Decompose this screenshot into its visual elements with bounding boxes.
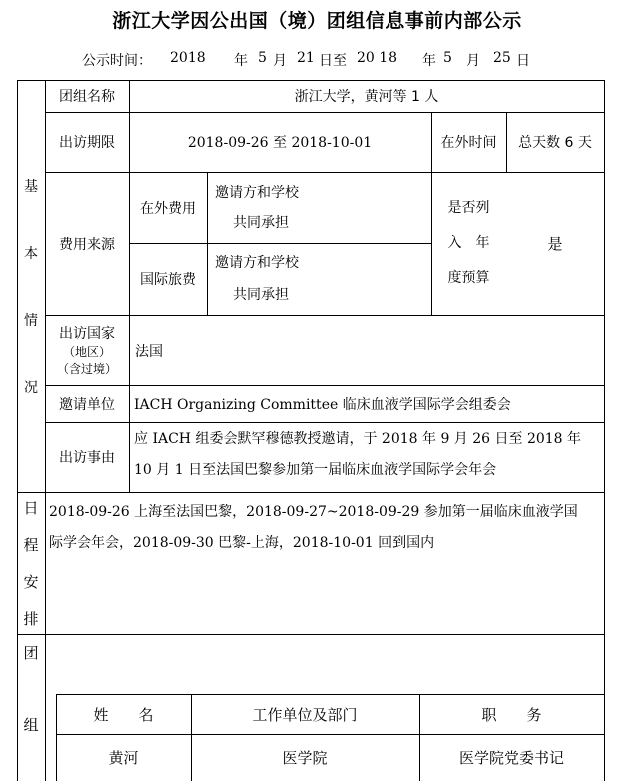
destination-country-label: 出访国家 （地区） （含过境） [56,326,117,376]
period-end-year: 20 18 [357,50,398,66]
annual-budget-label: 是否列 入 年 度预算 [447,200,490,286]
travel-cost-label: 国际旅费 [140,272,196,288]
inviting-unit-value: IACH Organizing Committee 临床血液学国际学会组委会 [134,396,511,413]
period-start-year-unit: 年 [234,53,248,69]
period-end-day-unit: 日 [516,53,530,69]
members-header-position: 职 务 [481,705,542,724]
inviting-unit-label: 邀请单位 [59,396,115,413]
members-header-unit: 工作单位及部门 [252,705,358,724]
visit-period-label: 出访期限 [59,135,115,151]
period-start-day: 21 [297,50,315,66]
abroad-cost-label: 在外费用 [140,200,196,217]
funding-source-label: 费用来源 [59,236,115,253]
destination-country-value: 法国 [135,344,163,360]
member-unit: 医学院 [282,749,328,767]
schedule-text: 2018-09-26 上海至法国巴黎，2018-09-27~2018-09-29 参加第一届临床血液学国 际学会年会，2018-09-30 巴黎-上海，2018-10-01 回到国内 [49,504,578,551]
period-end-month-unit: 月 [466,53,480,69]
group-name-label: 团组名称 [59,89,115,105]
page-title: 浙江大学因公出国（境）团组信息事前内部公示 [112,10,522,32]
period-end-month: 5 [443,50,452,66]
visit-purpose-value: 应 IACH 组委会默罕穆德教授邀请，于 2018 年 9 月 26 日至 2018 年 10 月 1 日至法国巴黎参加第一届临床血液学国际学会年会 [134,431,582,478]
basic-section-label: 基 本 情 况 [24,178,38,396]
members-header-name: 姓 名 [93,705,154,724]
travel-cost-value: 邀请方和学校 共同承担 [215,255,299,303]
period-start-month-unit: 月 [273,53,287,69]
announcement-period [0,50,634,70]
abroad-time-label: 在外时间 [440,135,497,151]
group-name-value: 浙江大学，黄河等 1 人 [294,89,439,105]
members-section-label: 团 组 [23,644,39,734]
period-start-month: 5 [258,50,267,66]
period-end-year-unit: 年 [422,53,436,69]
annual-budget-value: 是 [547,235,563,253]
member-position: 医学院党委书记 [458,749,564,767]
period-start-year: 2018 [170,50,206,66]
visit-period-value: 2018-09-26 至 2018-10-01 [187,135,373,151]
visit-purpose-label: 出访事由 [59,450,115,466]
period-start-day-unit: 日至 [319,53,347,69]
schedule-section-label: 日 程 安 排 [23,499,39,628]
abroad-cost-value: 邀请方和学校 共同承担 [215,185,299,231]
abroad-time-value: 总天数 6 天 [518,135,592,151]
period-end-day: 25 [493,50,511,66]
member-name: 黄河 [108,749,139,767]
period-label: 公示时间： [82,53,152,69]
